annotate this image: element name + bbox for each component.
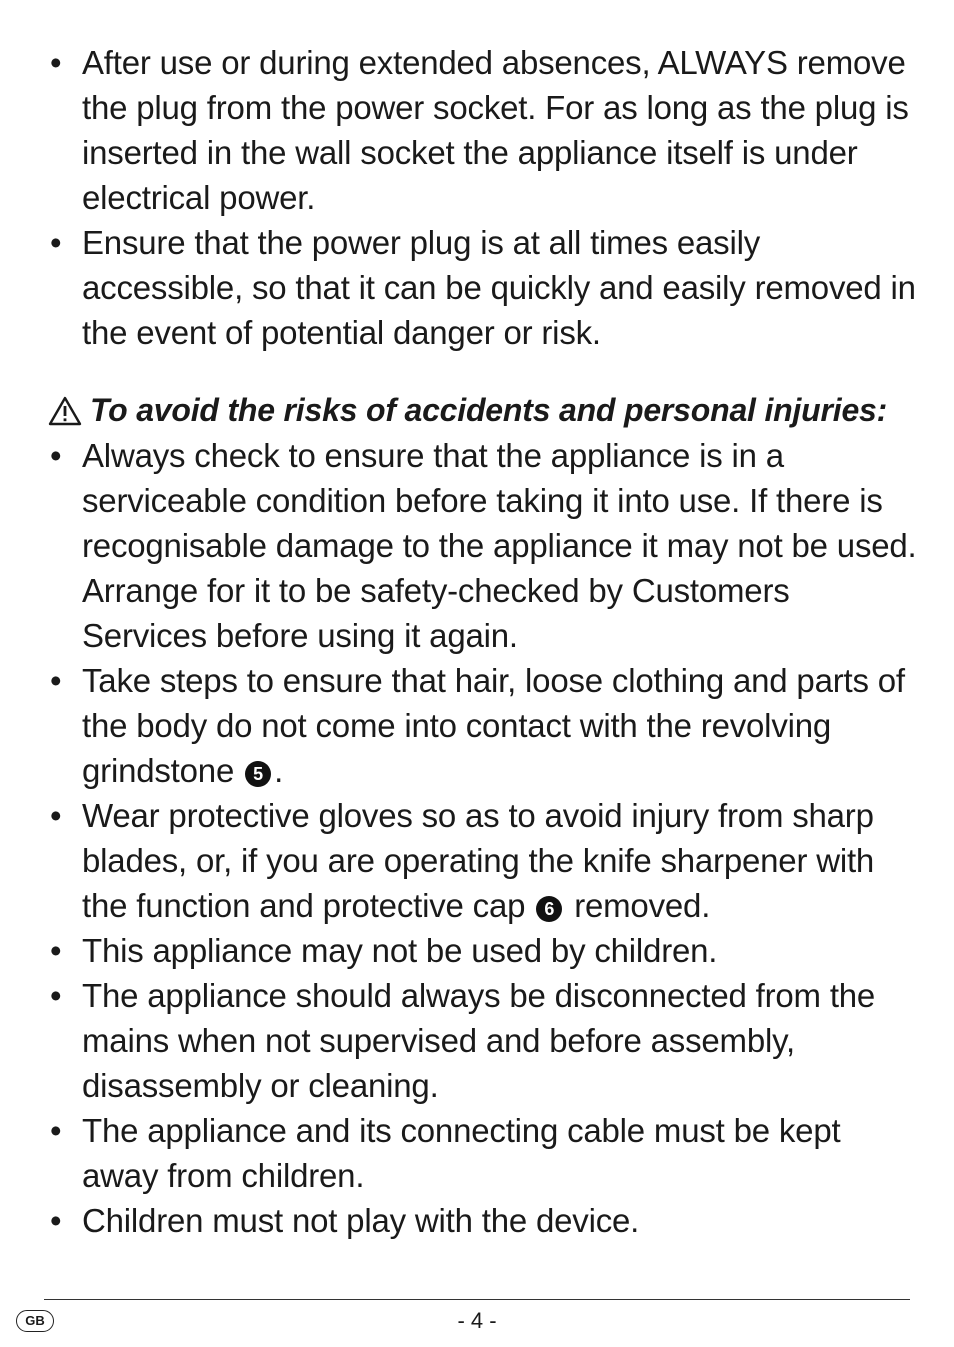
list-item xyxy=(48,793,918,928)
page-number: - 4 - xyxy=(457,1308,497,1333)
list-item-text-end: removed. xyxy=(565,887,711,924)
list-item-text: Children must not play with the device. xyxy=(82,1202,640,1239)
list-item-text: Always check to ensure that the appliance is in a serviceable condition before taking it into use. If there is recognisable damage to the appliance it may not be used. Arrange for it to be safety-checked by Customers Services before using it again. xyxy=(82,437,917,654)
list-item xyxy=(48,1108,918,1198)
bullet-icon: • xyxy=(50,1112,62,1149)
list-item-text: The appliance and its connecting cable must be kept away from children. xyxy=(82,1112,841,1194)
list-item-text-end: . xyxy=(274,752,284,789)
list-item-text: This appliance may not be used by children. xyxy=(82,932,718,969)
list-item xyxy=(48,1198,918,1243)
bullet-icon: • xyxy=(50,932,62,969)
bullet-icon: • xyxy=(50,1202,62,1239)
warning-triangle-icon xyxy=(48,396,82,426)
bullet-icon: • xyxy=(50,437,62,474)
injury-safety-list xyxy=(48,433,918,1243)
list-item-text: Take steps to ensure that hair, loose clothing and parts of the body do not come into contact with the revolving grindstone xyxy=(82,662,905,789)
country-code-badge: GB xyxy=(16,1310,54,1332)
bullet-icon: • xyxy=(50,224,62,261)
list-item-text: Ensure that the power plug is at all times easily accessible, so that it can be quickly and easily removed in the event of potential danger or risk. xyxy=(82,224,916,351)
list-item xyxy=(48,928,918,973)
general-safety-list xyxy=(48,40,918,355)
list-item xyxy=(48,220,918,355)
part-number-badge: 5 xyxy=(245,761,271,787)
part-number-badge: 6 xyxy=(536,896,562,922)
list-item-text: The appliance should always be disconnected from the mains when not supervised and before assembly, disassembly or cleaning. xyxy=(82,977,876,1104)
list-item-text: Wear protective gloves so as to avoid injury from sharp blades, or, if you are operating the knife sharpener with the function and protective cap xyxy=(82,797,875,924)
bullet-icon: • xyxy=(50,977,62,1014)
list-item xyxy=(48,658,918,793)
bullet-icon: • xyxy=(50,44,62,81)
section-heading xyxy=(48,388,918,433)
list-item-text: After use or during extended absences, ALWAYS remove the plug from the power socket. For as long as the plug is inserted in the wall socket the appliance itself is under electrical power. xyxy=(82,44,909,216)
list-item xyxy=(48,973,918,1108)
bullet-icon: • xyxy=(50,797,62,834)
footer-divider xyxy=(44,1299,910,1300)
section-heading-text: To avoid the risks of accidents and personal injuries: xyxy=(90,392,888,428)
bullet-icon: • xyxy=(50,662,62,699)
list-item xyxy=(48,40,918,220)
list-item xyxy=(48,433,918,658)
page-content xyxy=(48,40,918,1243)
